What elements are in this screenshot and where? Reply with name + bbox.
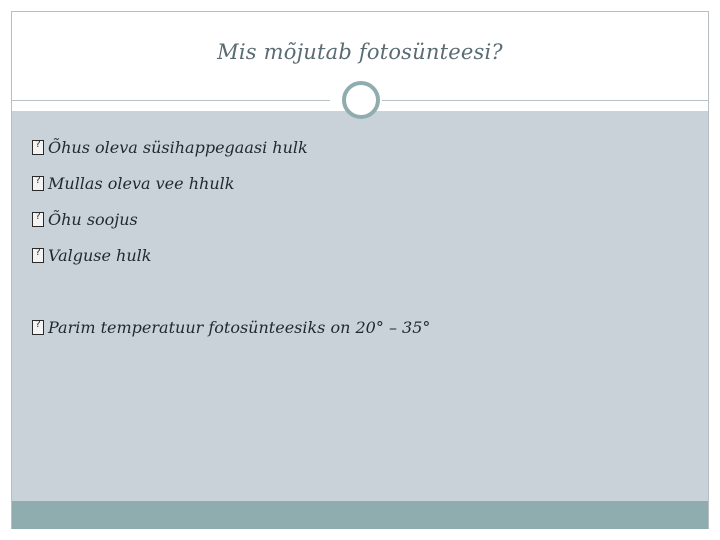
spacer <box>32 273 430 309</box>
ring-circle-icon <box>342 81 380 119</box>
note-text: Parim temperatuur fotosünteesiks on 20° – 35° <box>48 317 431 337</box>
missing-glyph-icon <box>32 320 44 335</box>
divider-line-left <box>12 100 330 101</box>
bullet-text: Mullas oleva vee hhulk <box>48 173 235 193</box>
slide <box>11 11 709 529</box>
bullet-item <box>32 201 430 237</box>
bullet-item <box>32 237 430 273</box>
bullet-text: Valguse hulk <box>48 245 152 265</box>
slide-title: Mis mõjutab fotosünteesi? <box>217 40 503 64</box>
divider-line-right <box>382 100 709 101</box>
missing-glyph-icon <box>32 248 44 263</box>
bullet-item <box>32 309 430 345</box>
bullet-text: Õhus oleva süsihappegaasi hulk <box>48 137 308 157</box>
bullet-text: Õhu soojus <box>48 209 138 229</box>
missing-glyph-icon <box>32 176 44 191</box>
bullet-item <box>32 129 430 165</box>
missing-glyph-icon <box>32 212 44 227</box>
bullet-item <box>32 165 430 201</box>
missing-glyph-icon <box>32 140 44 155</box>
footer-bar <box>12 501 708 529</box>
bullet-list <box>32 129 430 345</box>
